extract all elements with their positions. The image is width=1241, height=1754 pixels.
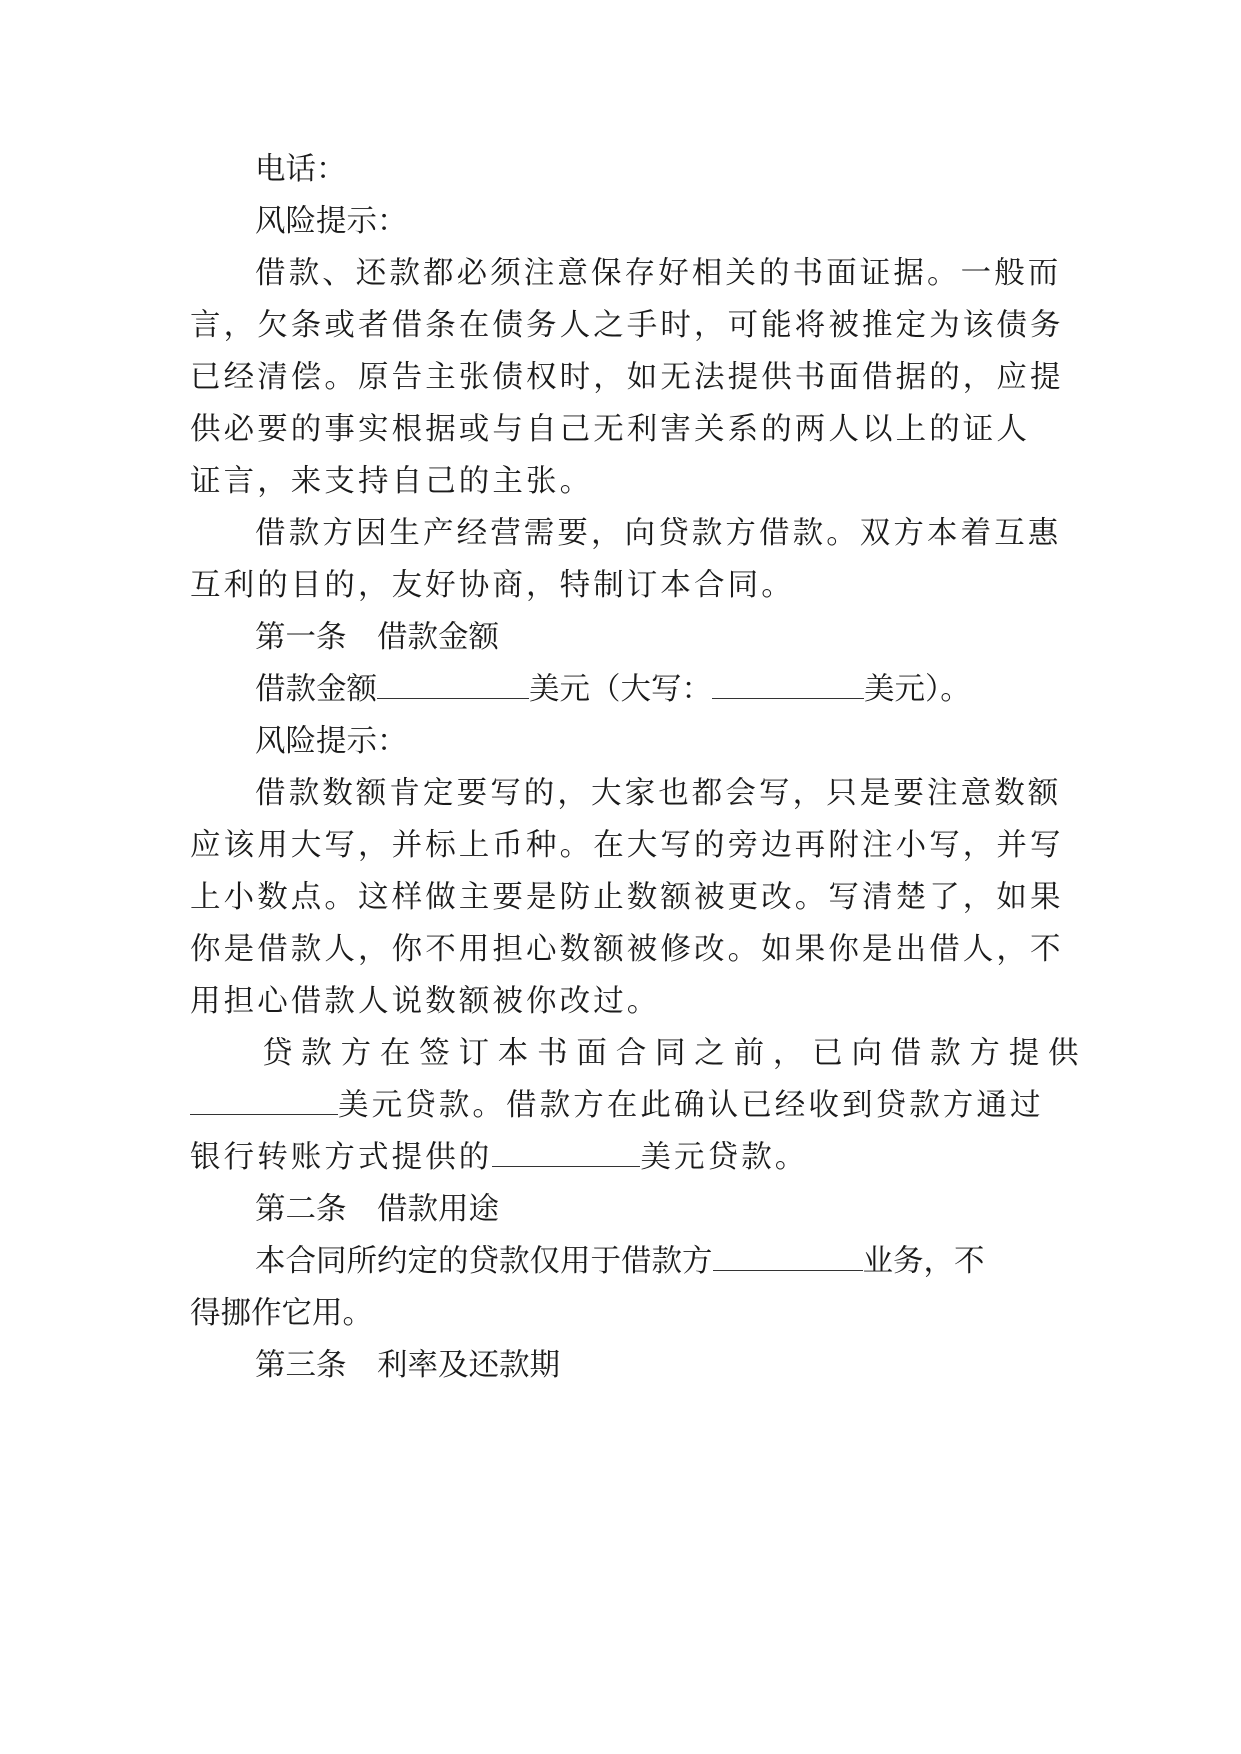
amount-blank-field[interactable] bbox=[377, 672, 529, 699]
paragraph-line: 借款数额肯定要写的，大家也都会写，只是要注意数额 bbox=[255, 776, 1062, 811]
paragraph-line: 贷款方在签订本书面合同之前，已向借款方提供 bbox=[262, 1036, 1088, 1071]
amount-mid: 美元（大写： bbox=[529, 672, 712, 707]
loan-line bbox=[190, 1086, 1044, 1126]
article-1-heading: 第一条 借款金额 bbox=[255, 620, 499, 655]
transfer-amount-blank-field[interactable] bbox=[492, 1140, 640, 1167]
transfer-line bbox=[190, 1138, 808, 1178]
prior-loan-blank-field[interactable] bbox=[190, 1088, 338, 1115]
paragraph-line: 已经清偿。原告主张债权时，如无法提供书面借据的，应提 bbox=[190, 360, 1064, 395]
purpose-prefix: 本合同所约定的贷款仅用于借款方 bbox=[255, 1244, 713, 1279]
purpose-line bbox=[255, 1242, 985, 1282]
transfer-prefix: 银行转账方式提供的 bbox=[190, 1140, 493, 1175]
transfer-suffix: 美元贷款。 bbox=[640, 1140, 809, 1175]
paragraph-line: 应该用大写，并标上币种。在大写的旁边再附注小写，并写 bbox=[190, 828, 1064, 863]
article-3-heading: 第三条 利率及还款期 bbox=[255, 1348, 560, 1383]
paragraph-line: 你是借款人，你不用担心数额被修改。如果你是出借人，不 bbox=[190, 932, 1064, 967]
amount-suffix: 美元）。 bbox=[864, 672, 971, 707]
article-2-heading: 第二条 借款用途 bbox=[255, 1192, 499, 1227]
paragraph-line: 借款方因生产经营需要，向贷款方借款。双方本着互惠 bbox=[255, 516, 1062, 551]
purpose-suffix: 业务，不 bbox=[862, 1244, 985, 1279]
amount-line bbox=[255, 670, 971, 710]
paragraph-line: 用担心借款人说数额被你改过。 bbox=[190, 984, 661, 1019]
loan-suffix: 美元贷款。借款方在此确认已经收到贷款方通过 bbox=[338, 1088, 1044, 1123]
paragraph-line: 得挪作它用。 bbox=[190, 1296, 373, 1331]
risk-tip-heading: 风险提示： bbox=[255, 724, 408, 759]
risk-tip-heading: 风险提示： bbox=[255, 204, 408, 239]
paragraph-line: 供必要的事实根据或与自己无利害关系的两人以上的证人 bbox=[190, 412, 1030, 447]
amount-words-blank-field[interactable] bbox=[712, 672, 864, 699]
phone-label: 电话： bbox=[255, 152, 347, 187]
paragraph-line: 言，欠条或者借条在债务人之手时，可能将被推定为该债务 bbox=[190, 308, 1064, 343]
paragraph-line: 借款、还款都必须注意保存好相关的书面证据。一般而 bbox=[255, 256, 1062, 291]
paragraph-line: 上小数点。这样做主要是防止数额被更改。写清楚了，如果 bbox=[190, 880, 1064, 915]
business-blank-field[interactable] bbox=[713, 1244, 863, 1271]
amount-prefix: 借款金额 bbox=[255, 672, 377, 707]
paragraph-line: 证言，来支持自己的主张。 bbox=[190, 464, 594, 499]
paragraph-line: 互利的目的，友好协商，特制订本合同。 bbox=[190, 568, 795, 603]
